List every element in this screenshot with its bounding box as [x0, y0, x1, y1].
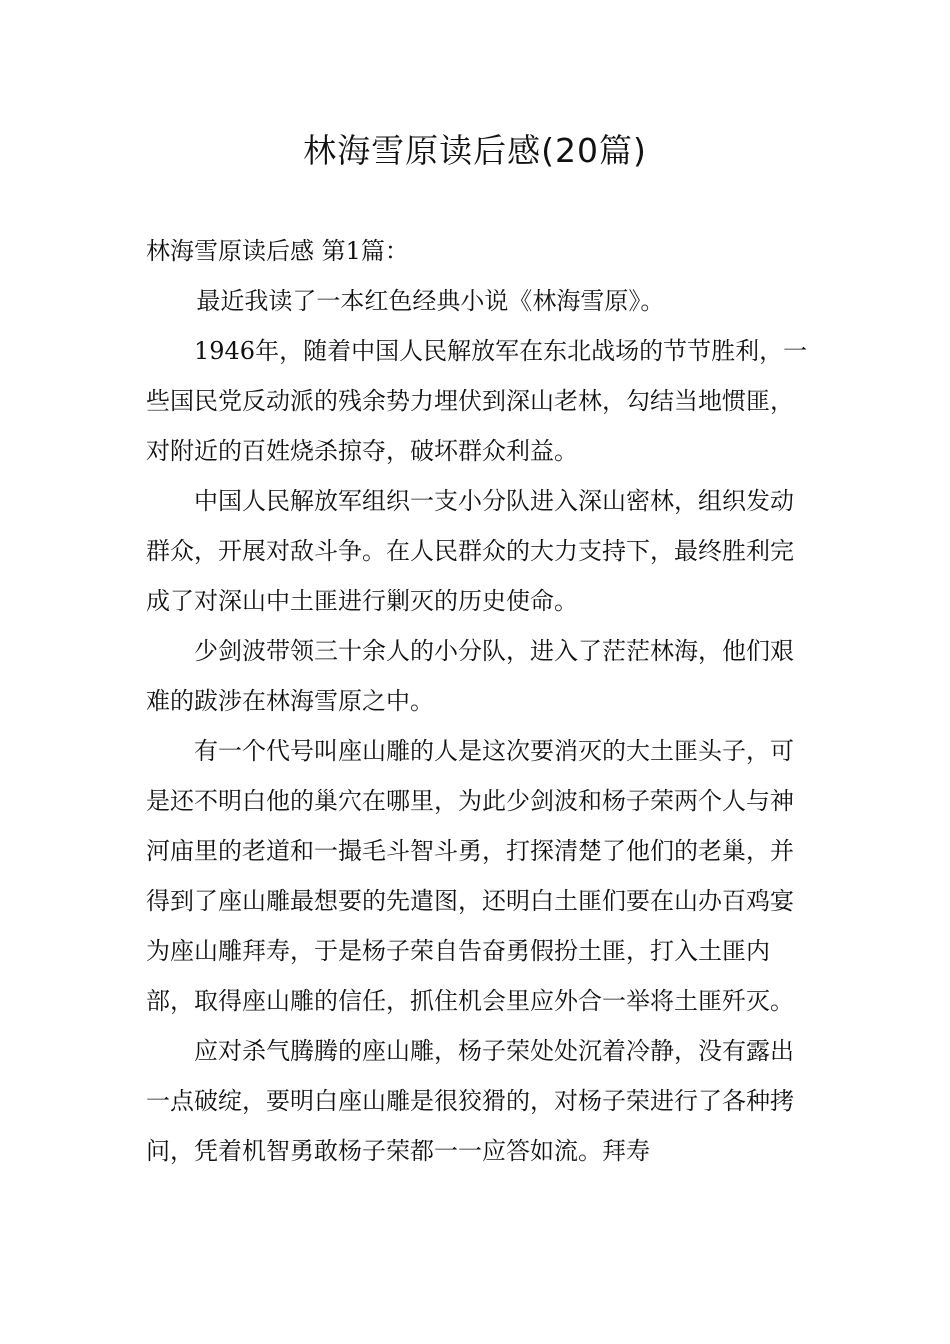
paragraph-2: 1946年，随着中国人民解放军在东北战场的节节胜利，一些国民党反动派的残余势力埋伏到深山老林，勾结当地惯匪，对附近的百姓烧杀掠夺，破坏群众利益。 — [146, 337, 808, 465]
document-title: 林海雪原读后感(20篇) — [303, 131, 647, 170]
paragraph-6: 应对杀气腾腾的座山雕，杨子荣处处沉着冷静，没有露出一点破绽，要明白座山雕是很狡猾的，对杨子荣进行了各种拷问，凭着机智勇敢杨子荣都一一应答如流。拜寿 — [146, 1037, 794, 1165]
paragraph-5: 有一个代号叫座山雕的人是这次要消灭的大土匪头子，可是还不明白他的巢穴在哪里，为此少剑波和杨子荣两个人与神河庙里的老道和一撮毛斗智斗勇，打探清楚了他们的老巢，并得到了座山雕最想要的先遣图，还明白土匪们要在山办百鸡宴为座山雕拜寿，于是杨子荣自告奋勇假扮土匪，打入土匪内部，取得座山雕的信任，抓住机会里应外合一举将土匪歼灭。 — [146, 737, 794, 1015]
paragraph-4: 少剑波带领三十余人的小分队，进入了茫茫林海，他们艰难的跋涉在林海雪原之中。 — [146, 637, 794, 715]
paragraph-3: 中国人民解放军组织一支小分队进入深山密林，组织发动群众，开展对敌斗争。在人民群众的大力支持下，最终胜利完成了对深山中土匪进行剿灭的历史使命。 — [146, 487, 794, 615]
document-body — [146, 226, 810, 1176]
paragraph-1: 最近我读了一本红色经典小说《林海雪原》。 — [196, 287, 665, 315]
section-heading: 林海雪原读后感 第1篇： — [146, 237, 409, 265]
